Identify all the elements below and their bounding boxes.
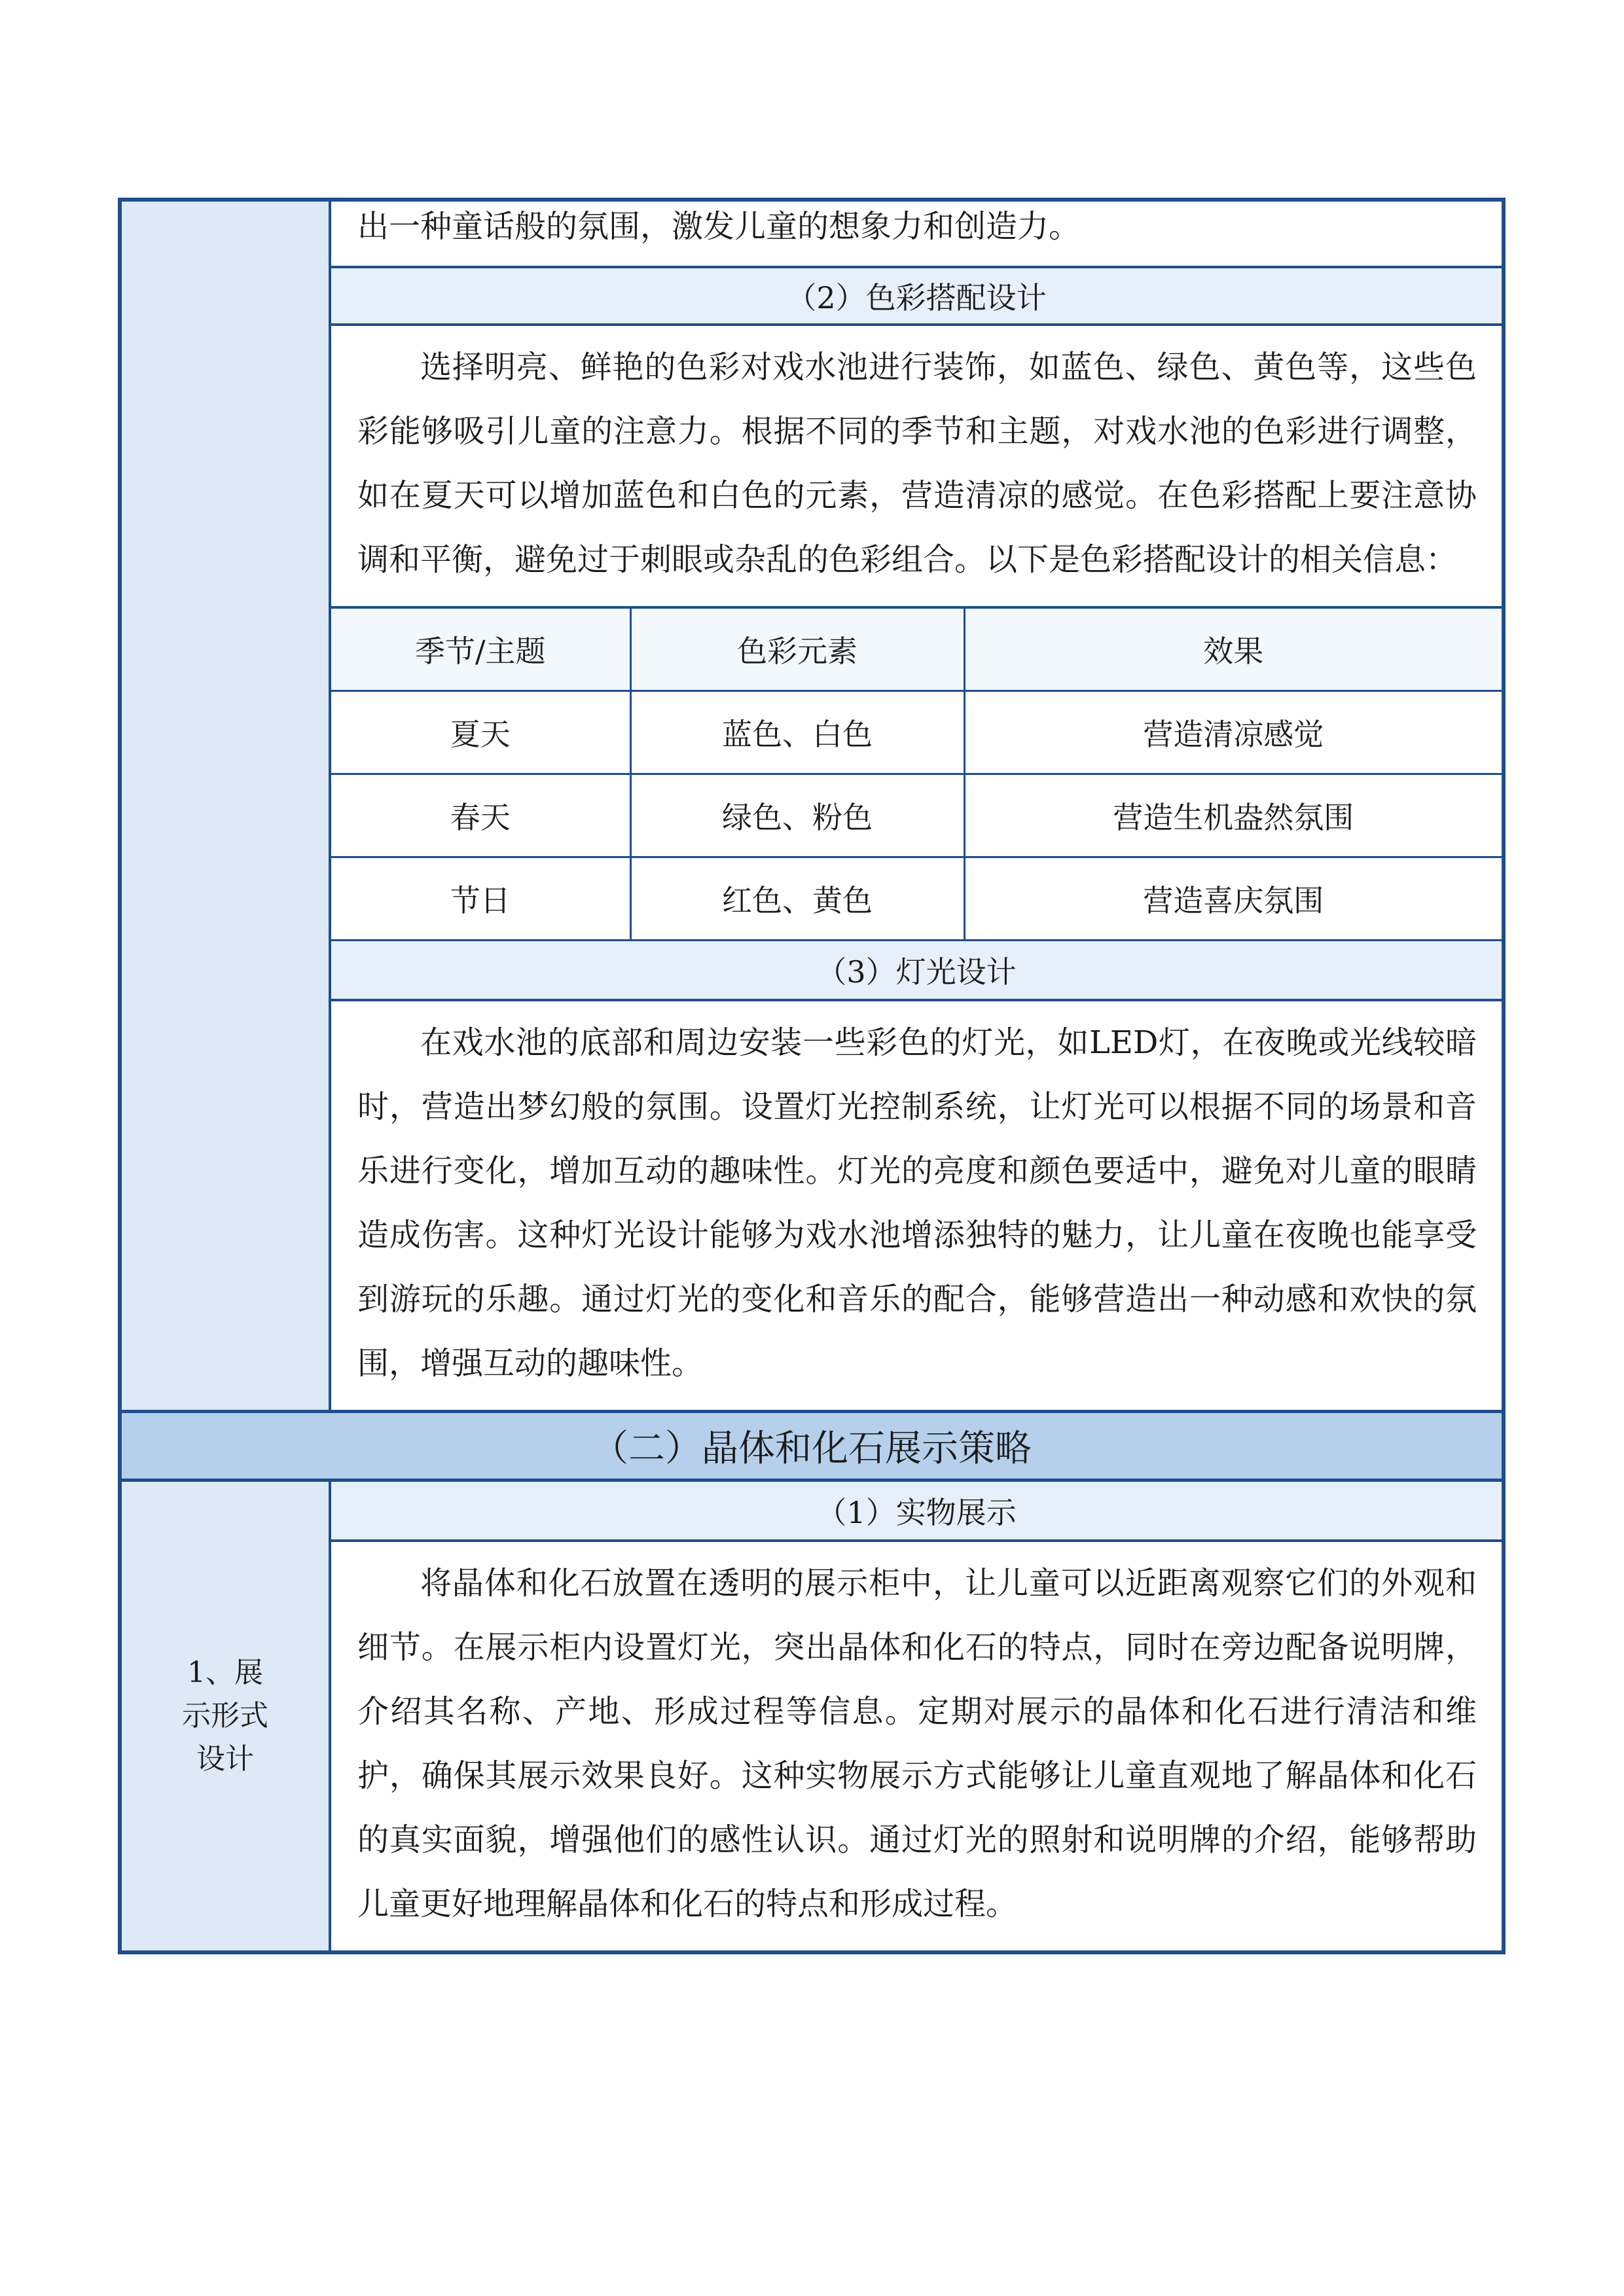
table-cell: 红色、黄色 [630, 857, 964, 941]
design-block-row [122, 202, 1502, 1410]
right-column-content [331, 1482, 1502, 1950]
display-form-label: 1、展示形式设计 [182, 1656, 268, 1776]
left-column-cell [122, 202, 331, 1410]
table-cell: 营造清凉感觉 [964, 691, 1502, 774]
table-cell: 营造喜庆氛围 [964, 857, 1502, 941]
right-column-content [331, 202, 1502, 1410]
document-table [118, 198, 1506, 1954]
table-cell: 夏天 [331, 691, 630, 774]
table-header-row [331, 607, 1502, 691]
section-title: （二）晶体和化石展示策略 [122, 1410, 1502, 1482]
table-cell: 蓝色、白色 [630, 691, 964, 774]
table-cell: 营造生机盎然氛围 [964, 774, 1502, 857]
table-row [331, 857, 1502, 941]
table-cell: 春天 [331, 774, 630, 857]
lighting-design-heading: （3）灯光设计 [331, 941, 1502, 1001]
color-design-heading: （2）色彩搭配设计 [331, 266, 1502, 326]
table-row [331, 691, 1502, 774]
table-row [331, 774, 1502, 857]
table-header-cell: 色彩元素 [630, 607, 964, 691]
table-cell: 节日 [331, 857, 630, 941]
color-scheme-table [331, 606, 1502, 941]
table-cell: 绿色、粉色 [630, 774, 964, 857]
color-design-paragraph: 选择明亮、鲜艳的色彩对戏水池进行装饰，如蓝色、绿色、黄色等，这些色彩能够吸引儿童的注意力。根据不同的季节和主题，对戏水池的色彩进行调整，如在夏天可以增加蓝色和白色的元素，营造清凉的感觉。在色彩搭配上要注意协调和平衡，避免过于刺眼或杂乱的色彩组合。以下是色彩搭配设计的相关信息： [357, 349, 1477, 578]
continuation-paragraph: 出一种童话般的氛围，激发儿童的想象力和创造力。 [357, 208, 1081, 245]
table-header-cell: 季节/主题 [331, 607, 630, 691]
lighting-design-paragraph: 在戏水池的底部和周边安装一些彩色的灯光，如LED灯，在夜晚或光线较暗时，营造出梦幻般的氛围。设置灯光控制系统，让灯光可以根据不同的场景和音乐进行变化，增加互动的趣味性。灯光的亮度和颜色要适中，避免对儿童的眼睛造成伤害。这种灯光设计能够为戏水池增添独特的魅力，让儿童在夜晚也能享受到游玩的乐趣。通过灯光的变化和音乐的配合，能够营造出一种动感和欢快的氛围，增强互动的趣味性。 [357, 1024, 1477, 1382]
physical-display-paragraph: 将晶体和化石放置在透明的展示柜中，让儿童可以近距离观察它们的外观和细节。在展示柜内设置灯光，突出晶体和化石的特点，同时在旁边配备说明牌，介绍其名称、产地、形成过程等信息。定期对展示的晶体和化石进行清洁和维护，确保其展示效果良好。这种实物展示方式能够让儿童直观地了解晶体和化石的真实面貌，增强他们的感性认识。通过灯光的照射和说明牌的介绍，能够帮助儿童更好地理解晶体和化石的特点和形成过程。 [357, 1565, 1477, 1922]
table-header-cell: 效果 [964, 607, 1502, 691]
display-form-row [122, 1482, 1502, 1950]
physical-display-heading: （1）实物展示 [331, 1482, 1502, 1542]
display-form-label-cell [122, 1482, 331, 1950]
